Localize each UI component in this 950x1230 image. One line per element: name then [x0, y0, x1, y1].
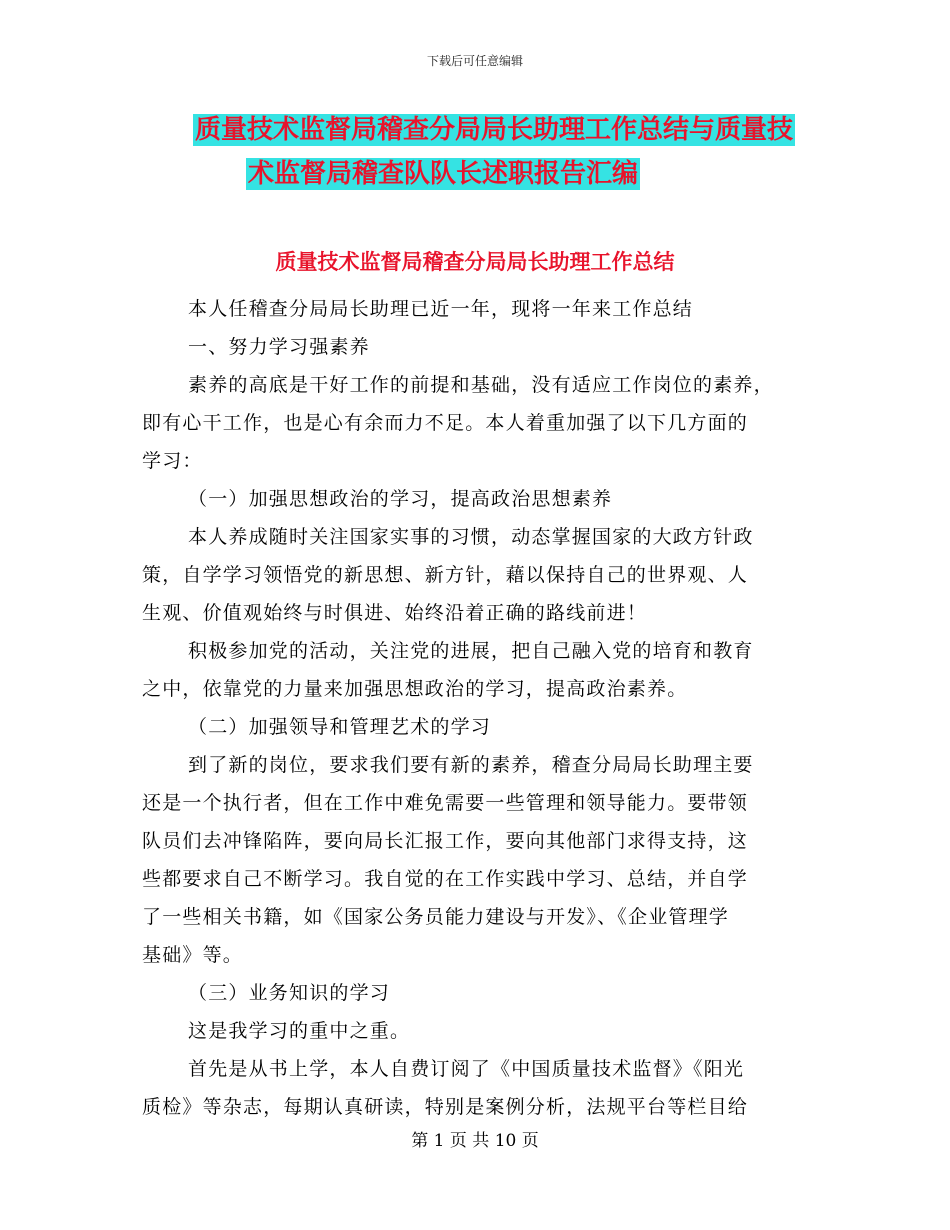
paragraph-line: 积极参加党的活动，关注党的进展，把自己融入党的培育和教育	[188, 640, 754, 662]
heading-line: 一、努力学习强素养	[188, 336, 370, 358]
document-title-line-2	[0, 154, 950, 194]
paragraph-line: 策，自学学习领悟党的新思想、新方针，藉以保持自己的世界观、人	[142, 564, 749, 586]
paragraph-line: 了一些相关书籍，如《国家公务员能力建设与开发》、《企业管理学	[142, 906, 730, 928]
paragraph-line: 还是一个执行者，但在工作中难免需要一些管理和领导能力。要带领	[142, 792, 749, 814]
paragraph-line: 素养的高底是干好工作的前提和基础，没有适应工作岗位的素养，	[188, 374, 774, 396]
title-highlight-2: 术监督局稽查队队长述职报告汇编	[248, 159, 639, 189]
paragraph-line: 学习：	[142, 450, 203, 472]
paragraph-line: 首先是从书上学，本人自费订阅了《中国质量技术监督》《阳光	[188, 1058, 745, 1080]
paragraph-line: 质检》等杂志，每期认真研读，特别是案例分析，法规平台等栏目给	[142, 1096, 749, 1118]
document-title-line-1	[0, 110, 950, 150]
title-highlight-1: 质量技术监督局稽查分局局长助理工作总结与质量技	[195, 115, 794, 145]
subheading-line: （二）加强领导和管理艺术的学习	[188, 716, 492, 738]
body-text	[142, 290, 802, 1126]
header-note: 下载后可任意编辑	[426, 54, 523, 68]
section-title: 质量技术监督局稽查分局局长助理工作总结	[275, 250, 675, 274]
paragraph-line: 之中，依靠党的力量来加强思想政治的学习，提高政治素养。	[142, 678, 688, 700]
paragraph-line: 些都要求自己不断学习。我自觉的在工作实践中学习、总结，并自学	[142, 868, 749, 890]
paragraph-line: 本人任稽查分局局长助理已近一年，现将一年来工作总结	[188, 298, 694, 320]
paragraph-line: 本人养成随时关注国家实事的习惯，动态掌握国家的大政方针政	[188, 526, 754, 548]
paragraph-line: 生观、价值观始终与时俱进、始终沿着正确的路线前进！	[142, 602, 648, 624]
subheading-line: （一）加强思想政治的学习，提高政治思想素养	[188, 488, 613, 510]
paragraph-line: 队员们去冲锋陷阵，要向局长汇报工作，要向其他部门求得支持，这	[142, 830, 749, 852]
paragraph-line: 这是我学习的重中之重。	[188, 1020, 411, 1042]
paragraph-line: 基础》等。	[142, 944, 244, 966]
paragraph-line: 即有心干工作，也是心有余而力不足。本人着重加强了以下几方面的	[142, 412, 749, 434]
paragraph-line: 到了新的岗位，要求我们要有新的素养，稽查分局局长助理主要	[188, 754, 754, 776]
page-footer: 第 1 页 共 10 页	[411, 1131, 539, 1151]
subheading-line: （三）业务知识的学习	[188, 982, 391, 1004]
